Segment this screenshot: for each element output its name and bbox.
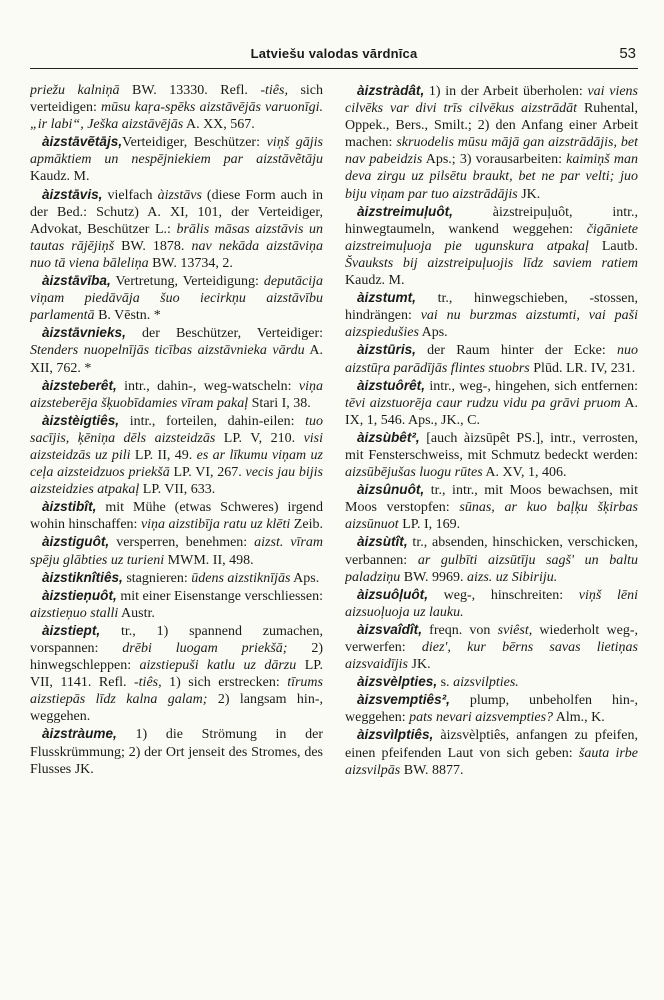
- dictionary-entry: [345, 203, 638, 289]
- entry-text: 2) hinwegschleppen:: [30, 641, 323, 674]
- entry-text: B. Vēstn. *: [94, 308, 161, 324]
- entry-text: tr., 1) spannend zumachen, vorspannen:: [30, 623, 323, 656]
- dictionary-entry: [345, 481, 638, 533]
- entry-headword: àizstiknîtiês,: [42, 569, 123, 585]
- dictionary-entry: [30, 569, 323, 587]
- entry-example: skruodelis mūsu mājā gan aizstrādājis, bet nav pabeidzis: [345, 135, 638, 168]
- entry-headword: àizstāvība,: [42, 273, 111, 289]
- entry-headword: àizstieņuôt,: [42, 587, 117, 603]
- entry-text: A. XII, 762. *: [30, 343, 323, 376]
- entry-text: mit einer Eisenstange verschliessen:: [116, 588, 323, 604]
- entry-text: LP. VI, 267.: [169, 465, 246, 481]
- entry-example: aizstieņuo stalli: [30, 605, 119, 621]
- dictionary-entry: [30, 533, 323, 568]
- entry-text: Austr.: [118, 605, 155, 621]
- entry-text: sich verteidigen:: [30, 83, 323, 116]
- dictionary-entry: [30, 377, 323, 412]
- entry-example: kaimiņš man deva zirgu uz pilsētu braukt, bet ne par velti; juo biju viņam par tuo aizstrādājis: [345, 152, 638, 202]
- entry-text: tr., absenden, hinschicken, verschicken, verbannen:: [345, 535, 638, 568]
- entry-text: Plūd. LR. IV, 231.: [529, 360, 636, 376]
- entry-example: čigāniete aizstreimuļuoja pie ugunskura atpakaļ: [345, 221, 638, 254]
- right-column: [345, 82, 638, 984]
- dictionary-entry: [345, 621, 638, 673]
- entry-headword: àizsvìlptiês,: [357, 727, 434, 743]
- entry-headword: àizsteberêt,: [42, 377, 117, 393]
- entry-example: tīrums aizstiepās līdz kalna galam;: [30, 675, 323, 708]
- entry-headword: àizstuôrêt,: [357, 377, 425, 393]
- entry-headword: àizsuôļuôt,: [357, 586, 428, 602]
- entry-example: vai nu burzmas aizstumti, vai paši aizspiedušies: [345, 308, 638, 341]
- entry-example: drēbi luogam priekšā;: [122, 641, 288, 656]
- entry-example: Švauksts bij aizstreipuļuojis līdz saviem ratiem: [345, 255, 638, 271]
- left-column: [30, 82, 323, 984]
- entry-text: Kaudz. M.: [30, 169, 90, 185]
- entry-text: Vertretung, Verteidigung:: [110, 274, 264, 290]
- entry-text: Stari I, 38.: [248, 395, 311, 411]
- entry-text: BW. 1878.: [114, 238, 192, 254]
- entry-example: deputācija viņam piedāvāja šuo iecirkņu aizstāvību parlamentā: [30, 274, 323, 324]
- entry-text: A. XX, 567.: [183, 117, 255, 133]
- entry-text: stagnieren:: [122, 570, 192, 586]
- entry-example: -tiês,: [260, 83, 288, 98]
- entry-text: LP. II, 49.: [130, 447, 197, 463]
- entry-text: weg-, hinschreiten:: [428, 587, 579, 603]
- dictionary-entry: [345, 726, 638, 778]
- entry-text: LP. VII, 633.: [139, 482, 216, 498]
- entry-example: tēvi aizstuorēja caur rudzu vidu pa grāvi pruom: [345, 395, 621, 411]
- entry-text: A. IX, 1, 546. Aps., JK., C.: [345, 395, 638, 428]
- entry-headword: àizstūris,: [357, 342, 416, 358]
- entry-text: Verteidiger, Beschützer:: [122, 135, 267, 151]
- entry-text: plump, unbeholfen hin-, weggehen:: [345, 693, 638, 726]
- dictionary-entry: [30, 622, 323, 726]
- dictionary-entry: [345, 533, 638, 585]
- entry-example: viņa aizstibīja ratu uz klēti: [140, 517, 291, 533]
- entry-text: 1) die Strömung in der Flusskrümmung; 2) der Ort jenseit des Stromes, des Flusses JK.: [30, 727, 323, 777]
- entry-text: der Beschützer, Verteidiger:: [125, 326, 323, 342]
- entry-text: Aps.; 3) vorausarbeiten:: [422, 152, 567, 168]
- entry-text: MWM. II, 498.: [164, 552, 254, 568]
- entry-text: Alm., K.: [553, 710, 605, 726]
- entry-example: Stenders nuopelnījās ticības aizstāvnieka vārdu: [30, 343, 305, 359]
- entry-example: diez', kur bērns savas lietiņas aizsvaidījis: [345, 640, 638, 673]
- entry-headword: àizstiguôt,: [42, 534, 110, 550]
- entry-headword: àizstèigtiês,: [42, 412, 120, 428]
- dictionary-entry: [30, 272, 323, 324]
- entry-example: ar gulbīti aizsūtīju sagš' un baltu paladziņu: [345, 552, 638, 585]
- dictionary-entry: [30, 82, 323, 133]
- entry-text: mit Mühe (etwas Schweres) irgend wohin hinschaffen:: [30, 500, 323, 533]
- entry-headword: àizsùtît,: [357, 534, 408, 550]
- dictionary-entry: [30, 133, 323, 185]
- entry-example: sūnas, ar kuo baļķu šķirbas aizsūnuot: [345, 500, 638, 533]
- entry-text: LP. I, 169.: [398, 517, 461, 533]
- running-header: [30, 44, 638, 69]
- entry-headword: àizstreimuļuôt,: [357, 203, 453, 219]
- entry-text: Zeib.: [290, 517, 323, 533]
- entry-example: aizs. uz Sibiriju.: [467, 569, 558, 585]
- dictionary-entry: [345, 673, 638, 691]
- entry-text: àizstreipuļuôt, intr., hinwegtaumeln, wankend weggehen:: [345, 204, 638, 237]
- dictionary-entry: [30, 186, 323, 272]
- entry-example: visi aizsteidzās uz pili: [30, 430, 323, 463]
- entry-text: wiederholt weg-, verwerfen:: [345, 622, 638, 655]
- entry-text: freqn. von: [421, 622, 498, 638]
- entry-text: LP. V, 210.: [215, 430, 304, 446]
- entry-text: A. XV, 1, 406.: [482, 465, 567, 481]
- entry-text: der Raum hinter der Ecke:: [415, 343, 617, 359]
- entry-text: BW. 9969.: [400, 569, 468, 585]
- entry-headword: àizsvèlpties,: [357, 674, 438, 690]
- entry-example: mūsu kaŗa-spēks aizstāvējās varuonīgi. „ir labi“, Ješka aizstāvējās: [30, 100, 323, 133]
- entry-example: aizsvilpties.: [453, 675, 519, 691]
- dictionary-entry: [345, 82, 638, 203]
- entry-headword: àizstāvnieks,: [42, 325, 126, 341]
- entry-text: tr., hinwegschieben, -stossen, hindrängen:: [345, 291, 638, 324]
- entry-example: nuo aizstūŗa parādījās flintes stuobrs: [345, 343, 638, 376]
- entry-example: priežu kalniņā: [30, 83, 120, 98]
- text-columns: [30, 82, 638, 984]
- entry-headword: àizsvaîdît,: [357, 621, 422, 637]
- entry-headword: àizstiept,: [42, 622, 101, 638]
- entry-text: [auch àizsūpêt PS.], intr., verrosten, mit Fensterschweiss, mit Schmutz bedeckt werden:: [345, 430, 638, 463]
- entry-example: -tiês,: [134, 675, 162, 691]
- entry-headword: àizsûnuôt,: [357, 482, 425, 498]
- entry-text: JK.: [517, 186, 541, 202]
- entry-text: Aps.: [418, 325, 448, 341]
- entry-headword: àizstràdât,: [357, 83, 425, 98]
- page-header-title: Latviešu valodas vārdnīca: [250, 46, 418, 61]
- entry-text: àizsvèlptiês, anfangen zu pfeifen, einen pfeifenden Laut von sich geben:: [345, 728, 638, 761]
- entry-headword: àizstibît,: [42, 499, 97, 515]
- entry-example: sviêst,: [497, 622, 533, 638]
- entry-text: tr., intr., mit Moos bewachsen, mit Moos verstopfen:: [345, 483, 638, 516]
- entry-text: (diese Form auch in der Bed.: Schutz) A. XI, 101, der Verteidiger, Advokat, Beschützer L.:: [30, 187, 323, 237]
- dictionary-entry: [30, 412, 323, 498]
- entry-text: BW. 13734, 2.: [148, 255, 233, 271]
- entry-text: BW. 8877.: [400, 762, 464, 778]
- entry-example: es ar līkumu viņam uz ceļa aizsteidzuos priekšā: [30, 447, 323, 481]
- page-number: 53: [619, 45, 636, 62]
- entry-text: 2) langsam hin-, weggehen.: [30, 692, 323, 725]
- dictionary-entry: [30, 587, 323, 622]
- entry-headword: àizstāvẽtājs,: [42, 134, 123, 150]
- entry-text: intr., dahin-, weg-watscheln:: [116, 378, 299, 394]
- entry-example: aizsūbējušas luogu rūtes: [345, 465, 483, 481]
- entry-example: vecis jau bijis aizsteidzies atpakaļ: [30, 465, 323, 498]
- entry-text: intr., weg-, hingehen, sich entfernen:: [424, 378, 638, 394]
- dictionary-entry: [345, 377, 638, 429]
- dictionary-entry: [30, 324, 323, 376]
- dictionary-entry: [345, 691, 638, 726]
- entry-headword: àizstāvis,: [42, 186, 103, 202]
- entry-example: tuo sacījis, ķēniņa dēls aizsteidzās: [30, 413, 323, 446]
- entry-example: vai viens cilvēks var divi trīs cilvēkus aizstrādāt: [345, 84, 638, 117]
- dictionary-entry: [345, 429, 638, 481]
- entry-text: Ruhental, Oppek., Bers., Smilt.; 2) den Anfang einer Arbeit machen:: [345, 101, 638, 151]
- entry-example: nav nekāda aizstāviņa nuo tā viena bāleliņa: [30, 238, 323, 271]
- dictionary-entry: [30, 725, 323, 777]
- dictionary-entry: [30, 498, 323, 533]
- entry-headword: àizsùbêt²,: [357, 429, 420, 445]
- entry-text: Aps.: [290, 570, 320, 586]
- entry-text: BW. 13330. Refl.: [119, 83, 261, 98]
- entry-text: Kaudz. M.: [345, 273, 405, 289]
- entry-text: s.: [437, 675, 454, 691]
- entry-example: šauta irbe aizsvilpās: [345, 745, 638, 778]
- entry-example: aizstiepuši katlu uz dārzu: [139, 658, 297, 674]
- entry-example: aizst. vīram spēju glābties uz turieni: [30, 535, 323, 568]
- entry-text: 1) in der Arbeit überholen:: [424, 84, 588, 99]
- entry-example: ūdens aizstiknījās: [191, 570, 291, 586]
- entry-example: viņa aizsteberēja šķuobīdamies vīram pakaļ: [30, 378, 323, 411]
- entry-example: àizstāvs: [157, 187, 202, 203]
- entry-text: versperren, benehmen:: [109, 535, 255, 551]
- entry-headword: àizsvemptiês²,: [357, 692, 450, 708]
- entry-example: viņš gājis apmāktiem un nespējniekiem par aizstāvẽtāju: [30, 135, 323, 168]
- dictionary-entry: [345, 289, 638, 341]
- entry-headword: àizstràume,: [42, 726, 117, 742]
- dictionary-entry: [345, 341, 638, 376]
- entry-example: brālis māsas aizstāvis un tautas rājējiņš: [30, 221, 323, 254]
- entry-headword: àizstumt,: [357, 290, 416, 306]
- entry-text: 1) sich erstrecken:: [161, 675, 288, 691]
- dictionary-entry: [345, 586, 638, 621]
- entry-text: Lautb.: [588, 238, 638, 254]
- entry-example: pats nevari aizsvempties?: [409, 710, 554, 726]
- entry-text: LP. VII, 1141. Refl.: [30, 658, 323, 691]
- entry-text: JK.: [408, 657, 431, 673]
- entry-text: intr., forteilen, dahin-eilen:: [119, 413, 306, 429]
- entry-text: vielfach: [102, 187, 158, 203]
- entry-example: viņš lēni aizsuoļuoja uz lauku.: [345, 587, 638, 620]
